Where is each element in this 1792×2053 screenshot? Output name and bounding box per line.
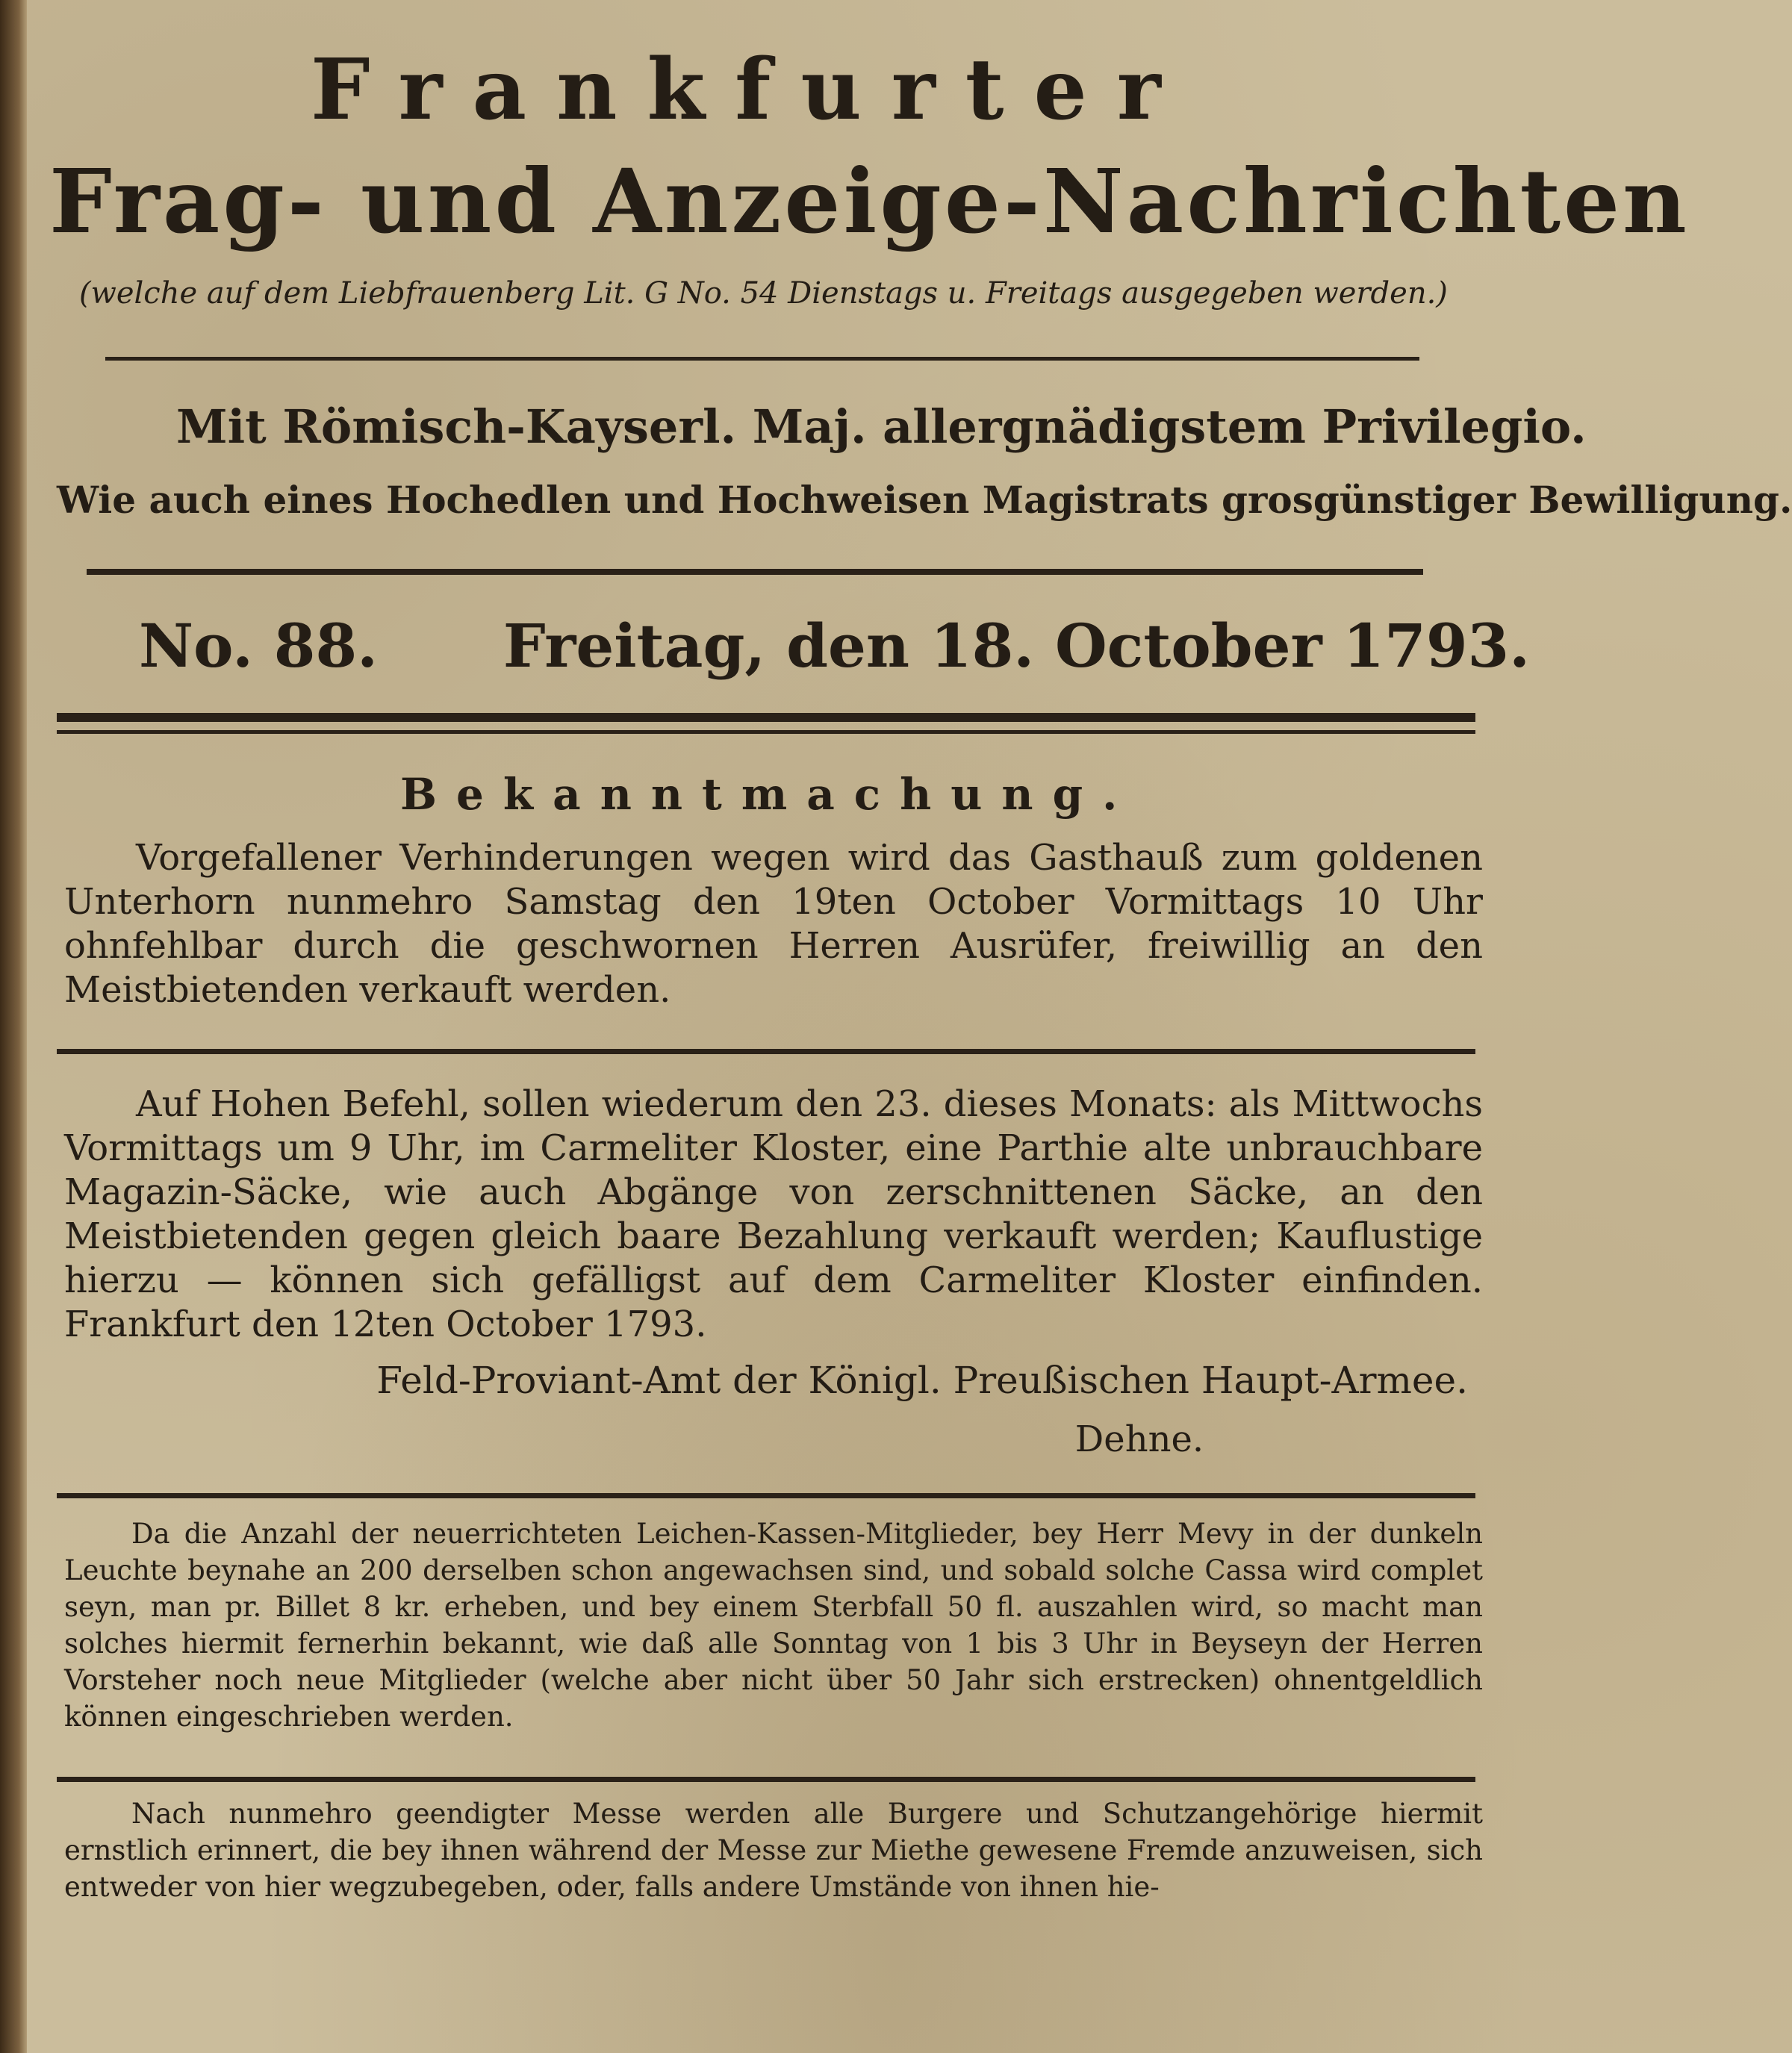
notice-text: Nach nunmehro geendigter Messe werden alle Burgere und Schutzangehörige hiermit ernstlich erinnert, die bey ihnen während der Messe zur Miethe gewesene Fremde anzuweisen, sich entweder von hier wegzubegeben, oder, falls andere Umstände von ihnen hie- [64, 1798, 1483, 1903]
notice-title: Bekanntmachung. [400, 769, 1137, 820]
privilege-line2: Wie auch eines Hochedlen und Hochweisen Magistrats grosgünstiger Bewilligung. [57, 478, 1792, 522]
issue-number: No. 88. [139, 611, 378, 681]
divider-rule [57, 1049, 1475, 1054]
newspaper-page [27, 0, 1792, 2053]
privilege-line1: Mit Römisch-Kayserl. Maj. allergnädigstem Privilegio. [176, 399, 1587, 454]
issue-date: Freitag, den 18. October 1793. [503, 611, 1531, 681]
book-binding-edge [0, 0, 27, 2053]
divider-rule [57, 1493, 1475, 1498]
divider-rule-double [57, 713, 1475, 722]
notice-signature: Feld-Proviant-Amt der Königl. Preußischen Haupt-Armee. [376, 1359, 1468, 1402]
masthead-title-line1: Frankfurter [311, 41, 1191, 139]
masthead-title-line2: Frag- und Anzeige-Nachrichten [49, 149, 1690, 253]
divider-rule [105, 357, 1419, 361]
notice-text: Auf Hohen Befehl, sollen wiederum den 23. dieses Monats: als Mittwochs Vormittags um 9 Uhr, im Carmeliter Kloster, eine Parthie alte unbrauchbare Magazin-Säcke, wie auch Abgänge von zerschnittenen Säcke, an den Meistbietenden gegen gleich baare Bezahlung verkauft werden; Kauflustige hierzu — können sich gefälligst auf dem Carmeliter Kloster einfinden. Frankfurt den 12ten October 1793. [64, 1083, 1483, 1345]
issue-line [139, 611, 1531, 681]
notice-text: Da die Anzahl der neuerrichteten Leichen-Kassen-Mitglieder, bey Herr Mevy in der dunkeln Leuchte beynahe an 200 derselben schon angewachsen sind, und sobald solche Cassa wird complet seyn, man pr. Billet 8 kr. erheben, und bey einem Sterbfall 50 fl. auszahlen wird, so macht man solches hiermit fernerhin bekannt, wie daß alle Sonntag von 1 bis 3 Uhr in Beyseyn der Herren Vorsteher noch neue Mitglieder (welche aber nicht über 50 Jahr sich erstrecken) ohnentgeldlich können eingeschrieben werden. [64, 1518, 1483, 1733]
masthead-subtitle: (welche auf dem Liebfrauenberg Lit. G No. 54 Dienstags u. Freitags ausgegeben werden.) [79, 276, 1448, 311]
divider-rule [87, 569, 1423, 575]
notice-signatory: Dehne. [1074, 1418, 1204, 1460]
divider-rule-double [57, 730, 1475, 734]
notice-text: Vorgefallener Verhinderungen wegen wird das Gasthauß zum goldenen Unterhorn nunmehro Samstag den 19ten October Vormittags 10 Uhr ohnfehlbar durch die geschwornen Herren Ausrüfer, freiwillig an den Meistbietenden verkauft werden. [64, 837, 1483, 1011]
divider-rule [57, 1777, 1475, 1782]
